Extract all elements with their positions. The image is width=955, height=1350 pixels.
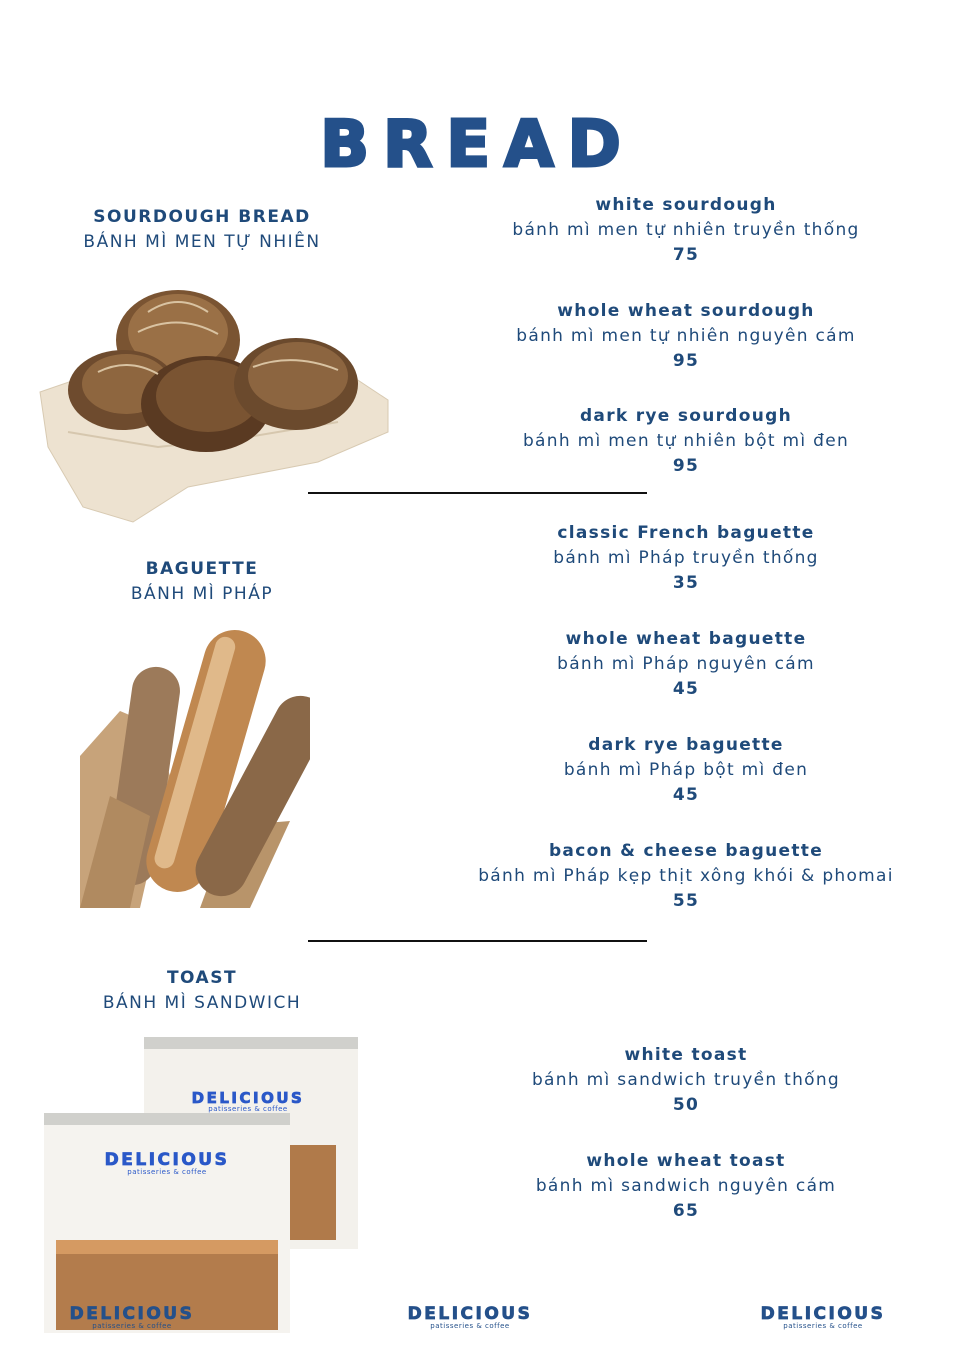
item-description: bánh mì Pháp nguyên cám [557, 654, 815, 674]
menu-item [470, 299, 902, 374]
brand-tagline: patisseries & coffee [783, 1322, 863, 1330]
item-price: 65 [672, 1201, 700, 1221]
brand-tagline: patisseries & coffee [92, 1322, 172, 1330]
footer-logo-right [743, 1304, 903, 1330]
brand-tagline: patisseries & coffee [127, 1168, 207, 1176]
section-title-vi: BÁNH MÌ MEN TỰ NHIÊN [83, 232, 321, 252]
section-title-en: SOURDOUGH BREAD [93, 207, 311, 227]
item-name: dark rye baguette [588, 735, 784, 755]
brand-wordmark: DELICIOUS [760, 1304, 886, 1324]
footer-logo-left [52, 1304, 212, 1330]
section-toast [2, 966, 402, 1016]
menu-item [470, 733, 902, 808]
section-title-vi: BÁNH MÌ PHÁP [130, 584, 274, 604]
item-description: bánh mì Pháp truyền thống [553, 548, 819, 568]
item-description: bánh mì Pháp kẹp thịt xông khói & phomai [478, 866, 894, 886]
item-name: white sourdough [595, 195, 777, 215]
menu-item [470, 404, 902, 479]
menu-item [470, 839, 902, 914]
section-sourdough [2, 205, 402, 255]
item-price: 45 [672, 785, 700, 805]
section-divider [308, 940, 647, 942]
brand-wordmark: DELICIOUS [69, 1304, 195, 1324]
item-price: 95 [672, 351, 700, 371]
section-title-en: BAGUETTE [145, 559, 259, 579]
item-name: whole wheat sourdough [557, 301, 815, 321]
item-price: 50 [672, 1095, 700, 1115]
item-name: classic French baguette [557, 523, 815, 543]
item-name: bacon & cheese baguette [548, 841, 824, 861]
item-price: 95 [672, 456, 700, 476]
bag-logo [84, 1150, 250, 1176]
item-description: bánh mì men tự nhiên truyền thống [512, 220, 860, 240]
footer-logo-center [390, 1304, 550, 1330]
brand-wordmark: DELICIOUS [104, 1150, 230, 1170]
section-baguette [2, 557, 402, 607]
item-description: bánh mì sandwich truyền thống [531, 1070, 841, 1090]
item-name: dark rye sourdough [579, 406, 793, 426]
item-name: white toast [624, 1045, 748, 1065]
section-title-en: TOAST [166, 968, 238, 988]
menu-item [470, 1149, 902, 1224]
section-title-vi: BÁNH MÌ SANDWICH [102, 993, 302, 1013]
item-name: whole wheat baguette [565, 629, 807, 649]
item-description: bánh mì men tự nhiên bột mì đen [522, 431, 850, 451]
brand-wordmark: DELICIOUS [191, 1089, 305, 1107]
menu-item [470, 627, 902, 702]
item-price: 55 [672, 891, 700, 911]
item-name: whole wheat toast [586, 1151, 786, 1171]
bag-logo [180, 1089, 316, 1113]
brand-tagline: patisseries & coffee [208, 1105, 288, 1113]
item-description: bánh mì men tự nhiên nguyên cám [516, 326, 856, 346]
item-price: 75 [672, 245, 700, 265]
page-title: BREAD [320, 108, 635, 182]
brand-tagline: patisseries & coffee [430, 1322, 510, 1330]
menu-item [470, 193, 902, 268]
item-price: 45 [672, 679, 700, 699]
sourdough-bread-photo [38, 272, 390, 524]
item-price: 35 [672, 573, 700, 593]
brand-wordmark: DELICIOUS [407, 1304, 533, 1324]
menu-item [470, 1043, 902, 1118]
baguette-photo [80, 616, 310, 908]
item-description: bánh mì sandwich nguyên cám [535, 1176, 837, 1196]
menu-item [470, 521, 902, 596]
toast-bread-photo [42, 1035, 360, 1335]
item-description: bánh mì Pháp bột mì đen [563, 760, 809, 780]
